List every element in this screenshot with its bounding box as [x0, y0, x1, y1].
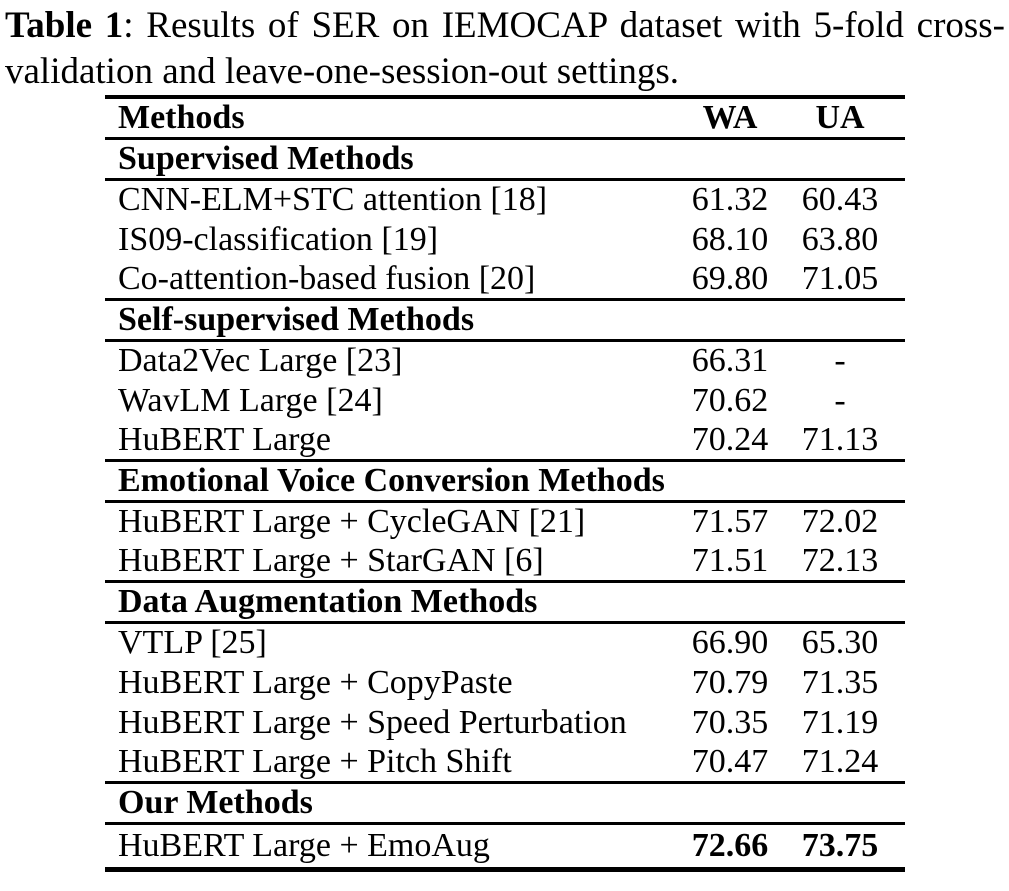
- wa-value: 70.24: [691, 420, 769, 458]
- ua-value: 72.13: [801, 541, 879, 579]
- wa-value: 69.80: [691, 259, 769, 297]
- table-row: [105, 623, 905, 663]
- caption-line-1: [5, 3, 1005, 49]
- method-cell: HuBERT Large + CycleGAN [21]: [118, 503, 586, 541]
- ua-value: -: [834, 381, 846, 419]
- results-table: [105, 95, 905, 872]
- caption-line-1-text: : Results of SER on IEMOCAP dataset with 5-fold cross-: [123, 5, 1006, 46]
- wa-value: 70.35: [691, 703, 769, 741]
- section-header-row: [105, 300, 905, 341]
- wa-value: 71.57: [691, 503, 769, 541]
- column-header-ua: UA: [785, 97, 905, 139]
- ua-value: 63.80: [801, 220, 879, 258]
- section-header-row: [105, 461, 905, 502]
- ua-value: 71.13: [801, 420, 879, 458]
- ua-value: 60.43: [801, 181, 879, 219]
- wa-value: 70.62: [691, 381, 769, 419]
- method-cell: Co-attention-based fusion [20]: [118, 259, 536, 297]
- wa-value: 66.31: [691, 342, 769, 380]
- ua-value: 71.24: [801, 742, 879, 780]
- caption-label: Table 1: [5, 5, 124, 46]
- method-cell: HuBERT Large: [118, 420, 331, 458]
- ua-value: 72.02: [801, 503, 879, 541]
- ua-value: 73.75: [801, 827, 879, 864]
- table-row: [105, 743, 905, 783]
- table-row: [105, 180, 905, 220]
- table-row: [105, 824, 905, 870]
- ua-value: 71.35: [801, 663, 879, 701]
- wa-value: 70.47: [691, 742, 769, 780]
- wa-value: 72.66: [691, 827, 769, 864]
- wa-value: 71.51: [691, 541, 769, 579]
- section-header-label: Our Methods: [105, 783, 905, 824]
- table-row: [105, 421, 905, 461]
- method-cell: HuBERT Large + Pitch Shift: [118, 742, 512, 780]
- table-row: [105, 502, 905, 542]
- wa-value: 66.90: [691, 624, 769, 662]
- table-row: [105, 341, 905, 381]
- section-header-label: Supervised Methods: [105, 139, 905, 180]
- section-header-label: Self-supervised Methods: [105, 300, 905, 341]
- table-body: [105, 139, 905, 870]
- table-header-row: [105, 97, 905, 139]
- section-header-label: Data Augmentation Methods: [105, 582, 905, 623]
- method-cell: VTLP [25]: [118, 624, 267, 662]
- section-header-row: [105, 139, 905, 180]
- column-header-wa: WA: [675, 97, 785, 139]
- method-cell: HuBERT Large + Speed Perturbation: [118, 703, 627, 741]
- section-header-row: [105, 783, 905, 824]
- section-header-row: [105, 582, 905, 623]
- column-header-methods: Methods: [105, 97, 675, 139]
- method-cell: WavLM Large [24]: [118, 381, 383, 419]
- wa-value: 61.32: [691, 181, 769, 219]
- table-row: [105, 703, 905, 743]
- table-row: [105, 542, 905, 582]
- table-row: [105, 381, 905, 421]
- method-cell: HuBERT Large + CopyPaste: [118, 663, 513, 701]
- wa-value: 68.10: [691, 220, 769, 258]
- wa-value: 70.79: [691, 663, 769, 701]
- table-row: [105, 220, 905, 260]
- ua-value: 65.30: [801, 624, 879, 662]
- method-cell: IS09-classification [19]: [118, 220, 439, 258]
- ua-value: -: [834, 342, 846, 380]
- table-caption: [5, 3, 1005, 95]
- ua-value: 71.19: [801, 703, 879, 741]
- table-row: [105, 260, 905, 300]
- ua-value: 71.05: [801, 259, 879, 297]
- table-row: [105, 663, 905, 703]
- method-cell: HuBERT Large + StarGAN [6]: [118, 541, 544, 579]
- section-header-label: Emotional Voice Conversion Methods: [105, 461, 905, 502]
- caption-line-2: validation and leave-one-session-out settings.: [5, 51, 680, 92]
- paper-page: [0, 3, 1009, 891]
- method-cell: HuBERT Large + EmoAug: [118, 827, 490, 864]
- method-cell: CNN-ELM+STC attention [18]: [118, 181, 548, 219]
- method-cell: Data2Vec Large [23]: [118, 342, 403, 380]
